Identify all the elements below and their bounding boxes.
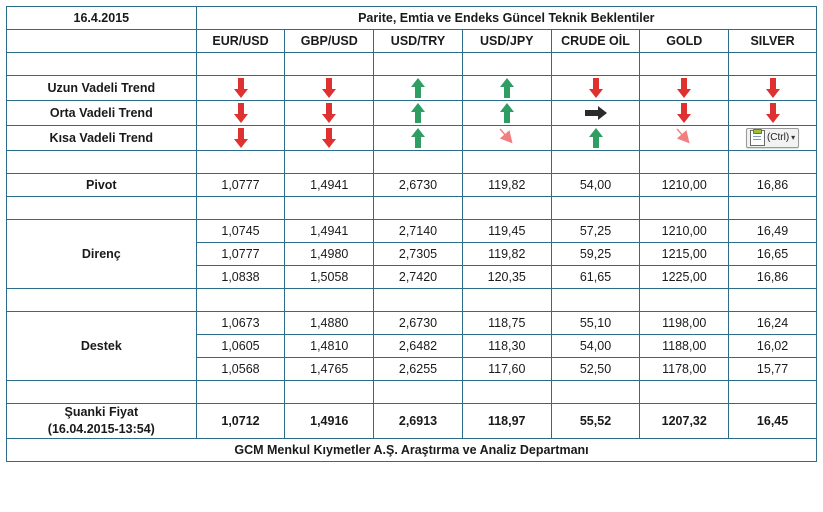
spacer-cell <box>7 53 197 76</box>
support2-gbpusd: 1,4810 <box>285 335 374 358</box>
support3-usdtry: 2,6255 <box>374 358 463 381</box>
current-usdtry: 2,6913 <box>374 404 463 439</box>
trend-cell-silver-short <box>729 126 817 151</box>
support1-gbpusd: 1,4880 <box>285 312 374 335</box>
spacer-row <box>7 289 817 312</box>
spacer-cell <box>196 151 285 174</box>
pivot-gold: 1210,00 <box>640 174 729 197</box>
spacer-row <box>7 151 817 174</box>
spacer-cell <box>551 289 640 312</box>
spacer-row <box>7 197 817 220</box>
resistance2-usdtry: 2,7305 <box>374 243 463 266</box>
spacer-cell <box>640 151 729 174</box>
resistance2-eurusd: 1,0777 <box>196 243 285 266</box>
spacer-cell <box>285 289 374 312</box>
trend-cell-eurusd-long <box>196 76 285 101</box>
resistance2-usdjpy: 119,82 <box>462 243 551 266</box>
support2-usdtry: 2,6482 <box>374 335 463 358</box>
spacer-cell <box>196 53 285 76</box>
support3-gold: 1178,00 <box>640 358 729 381</box>
trend-cell-crudeoil-mid <box>551 101 640 126</box>
spacer-cell <box>640 289 729 312</box>
spacer-cell <box>7 289 197 312</box>
report-date: 16.4.2015 <box>7 7 197 30</box>
arrow-up-icon <box>408 76 428 100</box>
arrow-up-icon <box>497 76 517 100</box>
resistance2-crudeoil: 59,25 <box>551 243 640 266</box>
column-header-eurusd: EUR/USD <box>196 30 285 53</box>
arrow-up-icon <box>408 101 428 125</box>
support1-silver: 16,24 <box>729 312 817 335</box>
resistance1-gold: 1210,00 <box>640 220 729 243</box>
row-label-current-price <box>7 404 197 439</box>
spacer-cell <box>462 197 551 220</box>
spacer-cell <box>462 53 551 76</box>
spacer-cell <box>462 381 551 404</box>
resistance1-eurusd: 1,0745 <box>196 220 285 243</box>
trend-cell-usdjpy-mid <box>462 101 551 126</box>
technical-expectations-sheet <box>0 6 823 512</box>
column-header-silver: SILVER <box>729 30 817 53</box>
spacer-cell <box>640 53 729 76</box>
resistance1-usdjpy: 119,45 <box>462 220 551 243</box>
spacer-cell <box>551 53 640 76</box>
resistance3-usdtry: 2,7420 <box>374 266 463 289</box>
row-support-1 <box>7 312 817 335</box>
arrow-down-icon <box>763 76 783 100</box>
trend-cell-gold-mid <box>640 101 729 126</box>
spacer-cell <box>551 381 640 404</box>
resistance1-gbpusd: 1,4941 <box>285 220 374 243</box>
trend-cell-usdtry-mid <box>374 101 463 126</box>
chevron-down-icon[interactable]: ▾ <box>791 133 796 142</box>
arrow-down-icon <box>674 101 694 125</box>
resistance3-usdjpy: 120,35 <box>462 266 551 289</box>
trend-cell-usdjpy-short <box>462 126 551 151</box>
current-gbpusd: 1,4916 <box>285 404 374 439</box>
trend-cell-usdtry-short <box>374 126 463 151</box>
column-header-crudeoil: CRUDE OİL <box>551 30 640 53</box>
row-short-term-trend <box>7 126 817 151</box>
row-label-short-term-trend: Kısa Vadeli Trend <box>7 126 197 151</box>
spacer-cell <box>729 53 817 76</box>
trend-cell-usdjpy-long <box>462 76 551 101</box>
pivot-eurusd: 1,0777 <box>196 174 285 197</box>
spacer-cell <box>640 197 729 220</box>
trend-cell-silver-long <box>729 76 817 101</box>
current-usdjpy: 118,97 <box>462 404 551 439</box>
trend-cell-gold-short <box>640 126 729 151</box>
row-label-pivot: Pivot <box>7 174 197 197</box>
trend-cell-eurusd-short <box>196 126 285 151</box>
support2-silver: 16,02 <box>729 335 817 358</box>
support1-crudeoil: 55,10 <box>551 312 640 335</box>
column-header-gold: GOLD <box>640 30 729 53</box>
row-current-price <box>7 404 817 439</box>
spacer-cell <box>285 197 374 220</box>
support3-crudeoil: 52,50 <box>551 358 640 381</box>
row-long-term-trend <box>7 76 817 101</box>
arrow-down-icon <box>231 76 251 100</box>
row-footer <box>7 438 817 461</box>
arrow-up-icon <box>497 101 517 125</box>
current-eurusd: 1,0712 <box>196 404 285 439</box>
arrow-down-right-icon <box>673 126 695 150</box>
spacer-cell <box>729 381 817 404</box>
arrow-down-icon <box>319 126 339 150</box>
spacer-cell <box>196 381 285 404</box>
arrow-right-icon <box>583 103 609 123</box>
corner-cell <box>7 30 197 53</box>
support2-gold: 1188,00 <box>640 335 729 358</box>
resistance1-silver: 16,49 <box>729 220 817 243</box>
spacer-cell <box>196 197 285 220</box>
trend-cell-gold-long <box>640 76 729 101</box>
row-resistance-1 <box>7 220 817 243</box>
clipboard-icon <box>750 130 765 146</box>
support2-usdjpy: 118,30 <box>462 335 551 358</box>
trend-cell-gbpusd-mid <box>285 101 374 126</box>
resistance1-crudeoil: 57,25 <box>551 220 640 243</box>
current-silver: 16,45 <box>729 404 817 439</box>
arrow-up-icon <box>408 126 428 150</box>
support3-gbpusd: 1,4765 <box>285 358 374 381</box>
spacer-cell <box>374 151 463 174</box>
page-title: Parite, Emtia ve Endeks Güncel Teknik Beklentiler <box>196 7 816 30</box>
spacer-cell <box>462 151 551 174</box>
pivot-crudeoil: 54,00 <box>551 174 640 197</box>
arrow-down-icon <box>231 126 251 150</box>
support2-eurusd: 1,0605 <box>196 335 285 358</box>
spacer-cell <box>285 151 374 174</box>
spacer-cell <box>7 197 197 220</box>
trend-cell-eurusd-mid <box>196 101 285 126</box>
support3-usdjpy: 117,60 <box>462 358 551 381</box>
resistance2-silver: 16,65 <box>729 243 817 266</box>
pivot-usdjpy: 119,82 <box>462 174 551 197</box>
spacer-cell <box>196 289 285 312</box>
support1-usdjpy: 118,75 <box>462 312 551 335</box>
trend-cell-silver-mid <box>729 101 817 126</box>
trend-cell-crudeoil-long <box>551 76 640 101</box>
trend-cell-gbpusd-short <box>285 126 374 151</box>
row-label-mid-term-trend: Orta Vadeli Trend <box>7 101 197 126</box>
row-label-long-term-trend: Uzun Vadeli Trend <box>7 76 197 101</box>
resistance3-gbpusd: 1,5058 <box>285 266 374 289</box>
current-gold: 1207,32 <box>640 404 729 439</box>
expectations-table <box>6 6 817 462</box>
trend-cell-usdtry-long <box>374 76 463 101</box>
spacer-cell <box>729 197 817 220</box>
paste-options-label: (Ctrl) <box>766 132 790 143</box>
column-header-gbpusd: GBP/USD <box>285 30 374 53</box>
support3-eurusd: 1,0568 <box>196 358 285 381</box>
spacer-cell <box>462 289 551 312</box>
resistance3-silver: 16,86 <box>729 266 817 289</box>
resistance2-gold: 1215,00 <box>640 243 729 266</box>
spacer-cell <box>374 197 463 220</box>
row-mid-term-trend <box>7 101 817 126</box>
trend-cell-gbpusd-long <box>285 76 374 101</box>
resistance1-usdtry: 2,7140 <box>374 220 463 243</box>
resistance3-eurusd: 1,0838 <box>196 266 285 289</box>
spacer-cell <box>551 197 640 220</box>
current-crudeoil: 55,52 <box>551 404 640 439</box>
support1-gold: 1198,00 <box>640 312 729 335</box>
arrow-down-icon <box>763 101 783 125</box>
spacer-cell <box>729 289 817 312</box>
spacer-cell <box>551 151 640 174</box>
arrow-down-icon <box>586 76 606 100</box>
arrow-down-right-icon <box>496 126 518 150</box>
row-pivot <box>7 174 817 197</box>
column-header-usdtry: USD/TRY <box>374 30 463 53</box>
spacer-cell <box>729 151 817 174</box>
arrow-up-icon <box>586 126 606 150</box>
current-price-label-line1: Şuanki Fiyat <box>64 405 139 419</box>
title-row <box>7 7 817 30</box>
pivot-gbpusd: 1,4941 <box>285 174 374 197</box>
support1-usdtry: 2,6730 <box>374 312 463 335</box>
support1-eurusd: 1,0673 <box>196 312 285 335</box>
arrow-down-icon <box>674 76 694 100</box>
spacer-cell <box>374 381 463 404</box>
arrow-down-icon <box>319 76 339 100</box>
arrow-down-icon <box>319 101 339 125</box>
row-label-resistance: Direnç <box>7 220 197 289</box>
column-header-usdjpy: USD/JPY <box>462 30 551 53</box>
resistance2-gbpusd: 1,4980 <box>285 243 374 266</box>
pivot-usdtry: 2,6730 <box>374 174 463 197</box>
pivot-silver: 16,86 <box>729 174 817 197</box>
column-header-row <box>7 30 817 53</box>
support2-crudeoil: 54,00 <box>551 335 640 358</box>
spacer-row <box>7 381 817 404</box>
spacer-cell <box>285 53 374 76</box>
spacer-cell <box>640 381 729 404</box>
row-label-support: Destek <box>7 312 197 381</box>
spacer-cell <box>374 289 463 312</box>
trend-cell-crudeoil-short <box>551 126 640 151</box>
spacer-cell <box>285 381 374 404</box>
arrow-down-icon <box>231 101 251 125</box>
spacer-row <box>7 53 817 76</box>
paste-options-button[interactable] <box>746 128 799 148</box>
support3-silver: 15,77 <box>729 358 817 381</box>
footer-text: GCM Menkul Kıymetler A.Ş. Araştırma ve Analiz Departmanı <box>7 438 817 461</box>
resistance3-gold: 1225,00 <box>640 266 729 289</box>
spacer-cell <box>7 381 197 404</box>
current-price-label-line2: (16.04.2015-13:54) <box>47 421 155 436</box>
resistance3-crudeoil: 61,65 <box>551 266 640 289</box>
spacer-cell <box>7 151 197 174</box>
spacer-cell <box>374 53 463 76</box>
